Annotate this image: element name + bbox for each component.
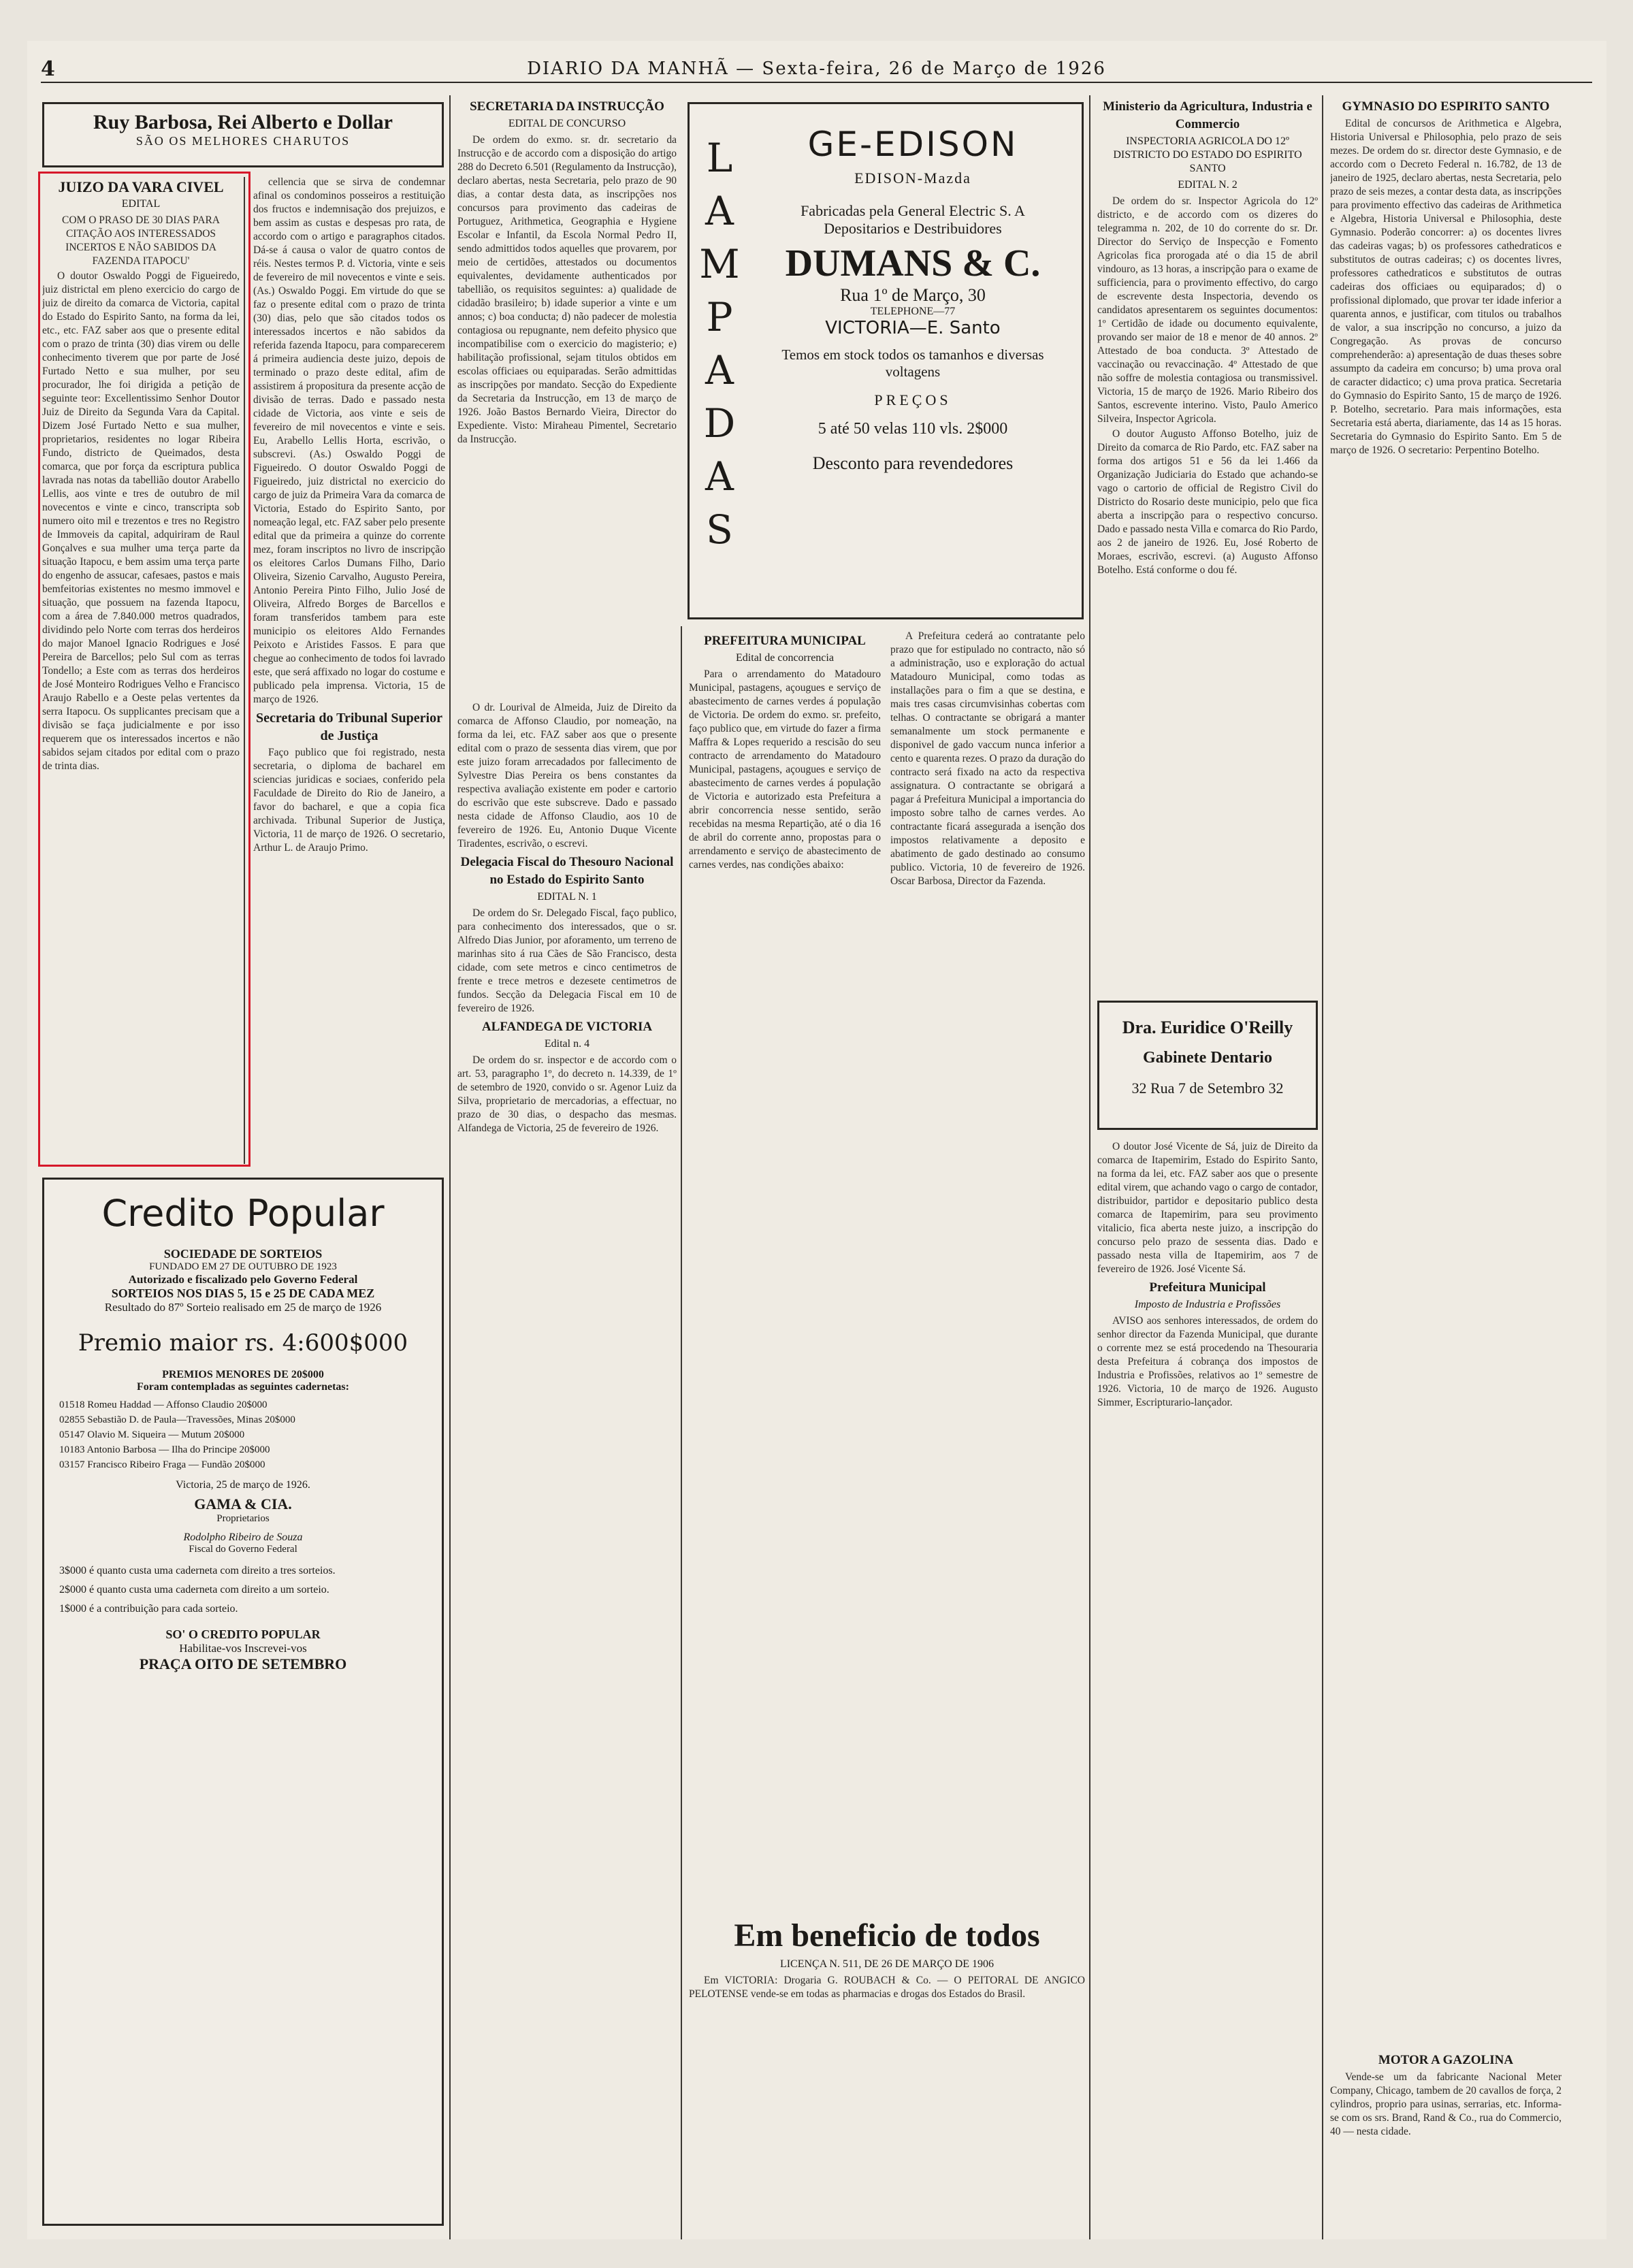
agricultura-article: [1097, 95, 1318, 994]
prefeitura-subtitle: Edital de concorrencia: [736, 652, 834, 664]
affonso-claudio-edital: O dr. Lourival de Almeida, Juiz de Direito da comarca de Affonso Claudio, por nomeação, na forma da lei, etc. FAZ saber aos que o presente edital com o prazo de sessenta dias virem, que por este juizo foram arrecadados por fallecimento de Sylvestre Dias Pereira os bens constantes da respectiva avaliação existente em poder e cartorio do escrivão que este subscreve. Dado e passado nesta cidade de Affonso Claudio, aos 10 de fevereiro de 1926. Eu, Antonio Duque Vicente Tiradentes, escrivão, o escrevi.: [457, 702, 677, 849]
agricultura-subtitle: INSPECTORIA AGRICOLA DO 12º DISTRICTO DO ESTADO DO ESPIRITO SANTO: [1113, 135, 1302, 174]
credito-line: PRAÇA OITO DE SETEMBRO: [139, 1655, 347, 1672]
fiscal-body: De ordem do Sr. Delegado Fiscal, faço publico, para conhecimento dos interessados, que o sr. Alfredo Dias Junior, por aforamento, um terreno de marinhas sito á rua Cães de São Francisco, desta cidade, com sete metros e cinco centimetros de frente e trece metros e dezesete centimetros de fundos. Secção da Delegacia Fiscal em 10 de fevereiro de 1926.: [457, 907, 677, 1014]
cigar-brands: Ruy Barbosa, Rei Alberto e Dollar: [93, 111, 393, 133]
masthead-title: DIARIO DA MANHÃ — Sexta-feira, 26 de Março de 1926: [527, 59, 1106, 79]
credito-title: Credito Popular: [101, 1192, 385, 1235]
column-rule: [681, 626, 682, 2239]
ge-line: Depositarios e Destribuidores: [824, 220, 1002, 237]
column2-body: cellencia que se sirva de condemnar afinal os condominos posseiros a restituição dos fructos e indemnisação dos prejuizos, e bem assim as custas e despesas pro rata, de accordo com o artigo e paragraphos citados. Dá-se á causa o valor de quatro contos de réis. Nestes termos P. d. Victoria, vinte e seis de fevereiro de mil novecentos e vinte e seis. (As.) Oswaldo Poggi. Em virtude do que se faz o presente edital com o prazo de trinta (30) dias, pelo que são citados todos os interessados incertos e não sabidos da referida fazenda Itapocu, para comparecerem á primeira audiencia deste juizo, depois de terminado o prazo deste edital, afim de assistirem á propositura da presente acção de divisão de terras. Dado e passado nesta cidade de Victoria, aos vinte e seis de fevereiro de mil novecentos e vinte e seis. Eu, Arabello Lellis Horta, escrivão, o subscrevi. (As.) Oswaldo Poggi de Figueiredo. O doutor Oswaldo Poggi de Figueiredo, juiz districtal no exercicio do cargo de juiz da Primeira Vara da comarca de Victoria, Estado do Espirito Santo, por nomeação legal, etc. FAZ saber pelo presente edital que da primeira a quinze do corrente mez, foram inscriptos no livro de inscripção os eleitores Carlos Dumans Filho, Dario Oliveira, Sizenio Carvalho, Augusto Pereira, Antonio Pereira Pinto Filho, Julio José de Oliveira, Alfredo Borges de Barcellos e foram transferidos tambem para este municipio os eleitores Aldo Fernandes Peixoto e Aristides Fassos. E para que chegue ao conhecimento de todos foi lavrado este, que será affixado no logar do costume e publicado pela imprensa. Victoria, 15 de março de 1926.: [253, 176, 445, 705]
credito-result-row: 10183 Antonio Barbosa — Ilha do Principe 20$000: [59, 1444, 270, 1455]
juizo-body: O doutor Oswaldo Poggi de Figueiredo, juiz districtal em pleno exercicio do cargo de juiz de direito da comarca de Victoria, capital do Estado do Espirito Santo, na forma da lei, etc., etc. FAZ saber aos que o presente edital com o prazo de trinta (30) dias virem ou delle conhecimento tiverem que por parte de José Furtado Netto e sua mulher, por seu procurador, lhe foi dirigida a petição de seguinte teor: Excellentissimo Senhor Doutor Juiz de Direito da Segunda Vara da Capital. Dizem José Furtado Netto e sua mulher, proprietarios, residentes no logar Ribeira Fundo, districto de Queimados, desta comarca, que por força da escriptura publica lavrada nas notas da tabellião doutor Arabello Lellis, aos vinte e tres de outubro de mil novecentos e vinte e cinco, transcripta sob numero oito mil e trezentos e tres no Registro de Immoveis da capital, adquiriram de Raul Gonçalves e sua mulher uma terça parte da situação Itapocu, e bem assim uma terça parte do engenho de assucar, cafesaes, pastos e mais bemfeitorias existentes no mesmo immovel e situação, que possuem na fazenda Itapocu, com a área de 7.840.000 metros quadrados, dividindo pelo Norte com terras dos herdeiros do major Manoel Ignacio Rodrigues e José Pereira de Barcellos; pelo Sul com as terras Tondello; a Este com as terras dos herdeiros de José Monteiro Rodrigues Velho e Francisco Araujo Rabello e a Oeste pelas vertentes da serra Itapocu. Os supplicantes precisam que a divisão se faça judicialmente e por isso requerem que os interessados incertos e não sabidos sejam citados por edital com o prazo de trinta dias.: [42, 270, 240, 772]
column5-lower: [1097, 1140, 1318, 1902]
credito-result-row: 02855 Sebastião D. de Paula—Travessões, Minas 20$000: [59, 1414, 295, 1425]
ge-line: EDISON-Mazda: [854, 169, 971, 187]
credito-line: Fiscal do Governo Federal: [189, 1544, 297, 1555]
motor-title: MOTOR A GAZOLINA: [1378, 2053, 1514, 2067]
prefeitura-continuation: [890, 630, 1085, 1909]
credito-line: PREMIOS MENORES DE 20$000: [162, 1369, 324, 1380]
credito-line: FUNDADO EM 27 DE OUTUBRO DE 1923: [149, 1261, 337, 1272]
lampadas-letter: P: [706, 294, 733, 340]
credito-popular-advert: [42, 1178, 444, 2226]
alfandega-subtitle: Edital n. 4: [544, 1038, 590, 1050]
gymnasio-article: [1330, 95, 1562, 2042]
ge-line: TELEPHONE—77: [870, 306, 956, 317]
cigar-advert: [42, 102, 444, 167]
credito-price-line: 1$000 é a contribuição para cada sorteio.: [59, 1603, 238, 1615]
alfandega-title: ALFANDEGA DE VICTORIA: [481, 1020, 653, 1034]
prefeitura-article: [689, 630, 881, 1909]
lampadas-letter: D: [703, 400, 736, 447]
highlight-box: [38, 172, 250, 1167]
credito-line: Autorizado e fiscalizado pelo Governo Federal: [128, 1273, 358, 1286]
credito-line: Rodolpho Ribeiro de Souza: [183, 1532, 303, 1543]
juizo-subtitle: EDITAL: [121, 198, 161, 210]
fiscal-title: Delegacia Fiscal do Thesouro Nacional no Estado do Espirito Santo: [460, 855, 674, 887]
ge-prices: 5 até 50 velas 110 vls. 2$000: [818, 420, 1008, 438]
credito-prices: [59, 1564, 427, 1617]
instrucao-body: De ordem do exmo. sr. dr. secretario da Instrucção e de accordo com a disposição do artigo 288 do Decreto 6.501 (Regulamento da Instrucção), declaro abertas, nesta Secretaria, pelo prazo de 90 dias, a contar desta data, as inscripções nos concursos para provimento das cadeiras de Portuguez, Arithmetica, Geographia e Hygiene Escolar e Infantil, da Escola Normal Pedro II, sendo admittidos todos aquelles que provarem, por meio de certidões, attestados ou documentos equivalentes, devidamente authenticados por tabellião, os requisitos seguintes: a) qualidade de cidadão brasileiro; b) idade superior a vinte e um annos; c) boa conducta; d) não padecer de molestia contagiosa ou repugnante, nem defeito physico que incompatibilise com o exercicio do magisterio; e) habilitação profissional, sejam titulos obtidos em escolas officiaes ou equiparadas. Serão admittidas as inscripções por mandato. Secção do Expediente da Secretaria da Instrucção, em 13 de março de 1926. João Bastos Bernardo Vieira, Director do Expediente. Visto: Miraheau Pimentel, Secretario da Instrucção.: [457, 134, 677, 445]
motor-body: Vende-se um da fabricante Nacional Meter Company, Chicago, tambem de 20 cavallos de força, 2 cylindros, proprio para usinas, serrarias, etc. Informa-se com os srs. Brand, Rand & Co., rua do Commercio, 40 — nesta cidade.: [1330, 2071, 1562, 2137]
fiscal-subtitle: EDITAL N. 1: [537, 891, 597, 903]
gymnasio-title: GYMNASIO DO ESPIRITO SANTO: [1342, 99, 1550, 114]
industria-subtitle: Imposto de Industria e Profissões: [1134, 1299, 1281, 1310]
lampadas-letter: A: [705, 188, 734, 234]
credito-line: SO' O CREDITO POPULAR: [165, 1627, 321, 1641]
credito-line: Victoria, 25 de março de 1926.: [176, 1479, 310, 1491]
rio-pardo-edital: O doutor Augusto Affonso Botelho, juiz de Direito da comarca de Rio Pardo, etc. FAZ saber na forma dos artigos 51 e 56 da lei 1.466 da Organização Judiciaria do Estado que achando-se vago o cartorio de official de Registro Civil do Districto do Rosario deste municipio, pelo que fica aberta a inscripção para o respectivo concurso. Dado e passado nesta Villa e comarca do Rio Pardo, aos 2 de janeiro de 1926. Eu, José Roberto de Moraes, escrivão, escrevi. (a) Augusto Affonso Botelho. Está conforme o dou fé.: [1097, 428, 1318, 576]
instrucao-subtitle: EDITAL DE CONCURSO: [508, 118, 626, 129]
credito-result-row: 05147 Olavio M. Siqueira — Mutum 20$000: [59, 1429, 245, 1440]
beneficio-license: LICENÇA N. 511, DE 26 DE MARÇO DE 1906: [779, 1958, 995, 1970]
tribunal-title: Secretaria do Tribunal Superior de Justiça: [256, 711, 442, 743]
credito-result-row: 01518 Romeu Haddad — Affonso Claudio 20$000: [59, 1399, 268, 1410]
beneficio-title: Em beneficio de todos: [734, 1917, 1040, 1954]
ge-line: Fabricadas pela General Electric S. A: [801, 202, 1025, 219]
credito-line: Proprietarios: [216, 1513, 270, 1524]
ge-line: Temos em stock todos os tamanhos e diversas voltagens: [781, 346, 1044, 380]
credito-line: SORTEIOS NOS DIAS 5, 15 e 25 DE CADA MEZ: [111, 1286, 375, 1300]
agricultura-title: Ministerio da Agricultura, Industria e Commercio: [1103, 99, 1312, 131]
masthead: [41, 53, 1592, 83]
prefeitura-title: PREFEITURA MUNICIPAL: [704, 634, 866, 648]
ge-line: VICTORIA—E. Santo: [825, 318, 1001, 338]
lampadas-letter: M: [699, 241, 740, 287]
dentist-address: 32 Rua 7 de Setembro 32: [1131, 1080, 1284, 1097]
credito-line: Foram contempladas as seguintes cadernetas:: [137, 1381, 349, 1393]
dentist-title: Gabinete Dentario: [1143, 1049, 1272, 1067]
ge-firm: DUMANS & C.: [785, 242, 1041, 285]
lampadas-vertical: [699, 131, 740, 556]
ge-line: PREÇOS: [874, 391, 952, 408]
dentist-advert: [1097, 1001, 1318, 1130]
credito-line: SOCIEDADE DE SORTEIOS: [163, 1247, 323, 1261]
cigar-tagline: SÃO OS MELHORES CHARUTOS: [135, 134, 351, 148]
lampadas-letter: L: [706, 135, 733, 181]
agricultura-body: De ordem do sr. Inspector Agricola do 12º districto, e de accordo com os dizeres do telegramma n. 202, de 10 do corrente do sr. Dr. Director do Serviço de Inspecção e Fomento Agricolas fica prorogada até o dia 15 de abril vindouro, as 13 horas, a inscripção para o exame de sufficiencia, para o provimento effectivo, do cargo de escrevente desta Inspectoria, devendo os candidatos apresentarem os seguintes documentos: 1º Certidão de idade ou documento equivalente, provando ser maior de 18 e menor de 40 annos. 2º Attestado de boa conducta. 3º Attestado de vaccinação ou revaccinação. 4º Attestado de que não soffre de molestia contagiosa ou transmissivel. Victoria, 15 de março de 1926. Mario Ribeiro dos Santos, escrevente interino. Visto, Paulo Americo Silveira, Inspector Agricola.: [1097, 195, 1318, 425]
column-rule: [1322, 95, 1323, 2239]
motor-advert: [1330, 2049, 1562, 2233]
beneficio-body: Em VICTORIA: Drogaria G. ROUBACH & Co. — O PEITORAL DE ANGICO PELOTENSE vende-se em todas as pharmacias e drogas dos Estados do Brasil.: [689, 1975, 1085, 2000]
instrucao-title: SECRETARIA DA INSTRUCÇÃO: [470, 99, 664, 114]
itapemirim-edital: O doutor José Vicente de Sá, juiz de Direito da comarca de Itapemirim, Estado do Espirito Santo, na forma da lei, etc. FAZ saber aos que o presente edital virem, que achando vago o cargo de contador, distribuidor, partidor e depositario publico desta comarca de Itapemirim, para seu provimento vitalicio, fica aberta neste juizo, a inscripção do concurso pelo prazo de sessenta dias. Dado e passado nesta villa de Itapemirim, aos 7 de fevereiro de 1926. José Vicente Sá.: [1097, 1141, 1318, 1275]
ge-line: Rua 1º de Março, 30: [840, 285, 986, 305]
instrucao-article: [457, 95, 677, 694]
lampadas-letter: S: [706, 506, 733, 553]
ge-edison-advert: [688, 102, 1084, 619]
ge-line: Desconto para revendedores: [812, 453, 1014, 473]
column-rule: [1089, 95, 1090, 2239]
lampadas-letter: A: [705, 453, 734, 500]
credito-result-row: 03157 Francisco Ribeiro Fraga — Fundão 20$000: [59, 1459, 265, 1470]
column-rule: [449, 95, 451, 2239]
agricultura-edital: EDITAL N. 2: [1178, 179, 1238, 191]
ge-brand: GE-EDISON: [807, 125, 1018, 164]
dentist-name: Dra. Euridice O'Reilly: [1122, 1018, 1293, 1037]
column3-lower: [457, 701, 677, 2233]
lampadas-letter: A: [705, 347, 734, 393]
credito-price-line: 3$000 é quanto custa uma caderneta com direito a tres sorteios.: [59, 1565, 336, 1576]
credito-premio: Premio maior rs. 4:600$000: [78, 1329, 408, 1357]
tribunal-body: Faço publico que foi registrado, nesta secretaria, o diploma de bacharel em sciencias juridicas e sociaes, conferido pela Faculdade de Direito do Rio de Janeiro, a favor do bacharel, e que a copia fica archivada. Tribunal Superior de Justiça, Victoria, 11 de março de 1926. O secretario, Arthur L. de Araujo Primo.: [253, 747, 445, 854]
industria-title: Prefeitura Municipal: [1149, 1280, 1266, 1295]
credito-line: Resultado do 87º Sorteio realisado em 25 de março de 1926: [104, 1301, 382, 1314]
gymnasio-body: Edital de concursos de Arithmetica e Algebra, Historia Universal e Philosophia, pelo prazo de seis mezes. De ordem do sr. director deste Gymnasio, e de accordo com o Decreto Federal n. 16.782, de 13 de janeiro de 1925, declaro abertas, nesta Secretaria, pelo prazo de seis mezes, a contar desta data, as inscripções para provimento effectivo das cadeiras de Arithmetica e Algebra, Historia Universal e Philosophia, deste Gymnasio. Poderão concorrer: a) os docentes livres das cadeiras vagas; b) os professores cathedraticos e substitutos de outras cadeiras; c) os docentes livres, professores cathedraticos e substitutos de outras cadeiras dos officiaes ou equiparados; d) o profissional diplomado, que provar ter idade inferior a quarenta annos, e justificar, com titulos ou trabalhos de valor, a sua inscripção no concurso, a juizo da Congregação. As provas de concurso comprehenderão: a) apresentação de duas theses sobre assumpto da cadeira em concurso; b) uma prova oral de caracter didactico; c) uma prova pratica. Secretaria do Gymnasio do Espirito Santo, 15 de março de 1926. P. Botelho, secretario. Para mais informações, esta Secretaria está aberta, diariamente, das 14 as 15 horas. Secretaria do Gymnasio do Espirito Santo. Em 5 de março de 1926. O secretario: Perpentino Botelho.: [1330, 118, 1562, 456]
page-number: 4: [41, 57, 56, 81]
industria-body: AVISO aos senhores interessados, de ordem do senhor director da Fazenda Municipal, que durante o corrente mez se está procedendo na Thesouraria desta Prefeitura á cobrança dos impostos de Industria e Profissões, relativos ao 1º semestre de 1926. Victoria, 10 de março de 1926. Augusto Simmer, Escripturario-lançador.: [1097, 1315, 1318, 1408]
alfandega-body: De ordem do sr. inspector e de accordo com o art. 53, paragrapho 1º, do decreto n. 14.339, de 1º de setembro de 1920, convido o sr. Agenor Luiz da Silva, proprietario de mercadorias, a effectuar, no prazo de 30 dias, o despacho das mesmas. Alfandega de Victoria, 25 de fevereiro de 1926.: [457, 1054, 677, 1134]
juizo-title: JUIZO DA VARA CIVEL: [58, 178, 224, 195]
credito-price-line: 2$000 é quanto custa uma caderneta com direito a um sorteio.: [59, 1584, 329, 1595]
credito-results: [59, 1397, 427, 1472]
juizo-continuation: [253, 176, 445, 1156]
credito-line: Habilitae-vos Inscrevei-vos: [179, 1642, 307, 1655]
juizo-lead: COM O PRASO DE 30 DIAS PARA CITAÇÃO AOS INTERESSADOS INCERTOS E NÃO SABIDOS DA FAZENDA ITAPOCU': [62, 214, 220, 267]
prefeitura-body: Para o arrendamento do Matadouro Municipal, pastagens, açougues e serviço de abastecimento de carnes verdes á população de Victoria. De ordem do exmo. sr. prefeito, faço publico que, em virtude do fazer a firma Maffra & Lopes requerido a rescisão do seu contracto de arrendamento do Matadouro Municipal, pastagens, açougues e serviço de abastecimento de carnes verdes á população de Victoria e autorizado esta Prefeitura a abrir concorrencia nesse sentido, serão recebidas na mesma Repartição, até o dia 16 de abril do corrente anno, propostas para o arrendamento e serviço de abastecimento de carnes verdes, nas condições abaixo:: [689, 668, 881, 871]
beneficio-advert: [689, 1913, 1085, 2233]
credito-firm: GAMA & CIA.: [194, 1495, 292, 1512]
prefeitura-cont-body: A Prefeitura cederá ao contratante pelo prazo que for estipulado no contracto, não só a administração, uso e exploração do actual Matadouro Municipal, como todas as installações para o fim a que se destina, e mais tres casas circumvisinhas cobertas com telhas. O contractante se obrigará a manter semanalmente um stock permanente e disponivel de gado vaccum nunca inferior a cento e quarenta rezes. O prazo da duração do contracto será fixado na acto da respectiva assignatura. O contractante se obrigará a pagar á Prefeitura Municipal a importancia do imposto sobre talho de carnes verdes. Ao contractante ficará assegurada a isenção dos impostos relativamente a deposito e abatimento de gado destinado ao consumo publico. Victoria, 10 de fevereiro de 1926. Oscar Barbosa, Director da Fazenda.: [890, 630, 1085, 887]
